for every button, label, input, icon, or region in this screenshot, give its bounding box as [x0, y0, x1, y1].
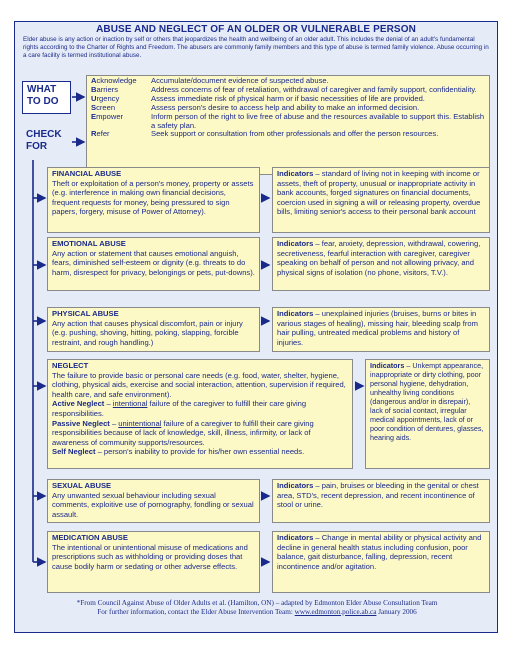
sexual-abuse-description: Any unwanted sexual behaviour including sexual comments, exploitive use of pornography, fondling or sexual assault. — [52, 490, 254, 519]
neglect-indicators-panel: Indicators – Unkempt appearance, inappropriate or dirty clothing, poor personal hygiene, dehydration, unhealthy living conditions (dangerous and/or in disrepair), lack of social contact, irregular medical appointments, lack of or poor condition of dentures, glasses, hearing aids. — [365, 359, 490, 469]
financial-abuse-title: FINANCIAL ABUSE — [52, 169, 122, 178]
financial-abuse-description: Theft or exploitation of a person's money, property or assets (e.g. interference in making own financial decisions, frequent requests for money, being pressured to sign papers, forgery, misuse of Power of Attorney). — [52, 178, 254, 217]
neglect-title: NEGLECT — [52, 361, 89, 370]
neglect-panel — [47, 359, 353, 469]
physical-indicators-text: – unexplained injuries (bruises, burns or bites in various stages of healing), missing hair, bleeding scalp from hair pulling, untreated medical problems and history of injuries. — [277, 309, 478, 347]
emotional-indicators-panel: Indicators – fear, anxiety, depression, withdrawal, cowering, secretiveness, fearful interaction with caregiver, caregiver speaking on behalf of person and not allowing privacy, and physical signs of isolation (no phone, visitors, T.V.). — [272, 237, 490, 291]
active-neglect: Active Neglect – intentional failure of the caregiver to fulfill their care giving responsibilities. — [52, 399, 307, 418]
medication-indicators-panel: Indicators – Change in mental ability or physical activity and decline in general health status including confusion, poor balance, gait disturbance, falling, depression, recent incontinence and/or agitation. — [272, 531, 490, 593]
physical-abuse-description: Any action that causes physical discomfort, pain or injury (e.g. pushing, shoving, hitting, poking, slapping, forcible restraint, and rough handling.) — [52, 318, 243, 347]
self-neglect: Self Neglect – person's inability to provide for his/her own essential needs. — [52, 447, 305, 457]
poster — [14, 21, 498, 633]
abc-urgency: Urgency Assess immediate risk of physical harm or if basic necessities of life are provided. — [91, 93, 425, 103]
emotional-abuse-description: Any action or statement that causes emotional anguish, fears, diminished self-esteem or dignity (e.g. threats to do harm, disrespect for privacy, belongings or pets, put-downs). — [52, 248, 255, 277]
medication-abuse-panel — [47, 531, 260, 593]
neglect-indicators-text: – Unkempt appearance, inappropriate or dirty clothing, poor personal hygiene, dehydration, unhealthy living conditions (dangerous and/or in disrepair), lack of social contact, irregular medical appointments, lack of or poor condition of dentures, glasses, hearing aids. — [370, 361, 484, 442]
emotional-abuse-title: EMOTIONAL ABUSE — [52, 239, 126, 248]
page-title: ABUSE AND NEGLECT OF AN OLDER OR VULNERABLE PERSON — [96, 24, 416, 35]
emotional-indicators-text: – fear, anxiety, depression, withdrawal, cowering, secretiveness, fearful interaction with caregiver, caregiver speaking on behalf of person and not allowing privacy, and physical signs of isolation (no phone, visitors, T.V.). — [277, 239, 481, 277]
sexual-abuse-panel — [47, 479, 260, 523]
medication-abuse-title: MEDICATION ABUSE — [52, 533, 128, 542]
sexual-indicators-text: – pain, bruises or bleeding in the genital or chest area, STD's, recent depression, and recent incontinence of stool or urine. — [277, 481, 479, 510]
website-link[interactable]: www.edmonton.police.ab.ca — [294, 608, 377, 616]
financial-indicators-panel: Indicators – standard of living not in keeping with income or assets, theft of property, unusual or inappropriate activity in bank accounts, forged signatures on financial documents, coercion used in signing a will or releasing property, overdue bills, limiting senior's access to their personal bank account — [272, 167, 490, 233]
financial-indicators-text: – standard of living not in keeping with income or assets, theft of property, unusual or inappropriate activity in bank accounts, forged signatures on financial documents, coercion used in signing a will or releasing property, overdue bills, limiting senior's access to their personal bank account — [277, 169, 481, 217]
medication-abuse-description: The intentional or unintentional misuse of medications and prescriptions such as withholding or providing doses that cause bodily harm or sedating or other adverse effects. — [52, 542, 248, 571]
abc-refer: Refer Seek support or consultation from other professionals and offer the person resources. — [91, 129, 439, 139]
abc-empower: Empower Inform person of the right to live free of abuse and the resources available to support this. Establish a safety plan. — [91, 111, 485, 130]
emotional-abuse-panel — [47, 237, 260, 291]
neglect-description: The failure to provide basic or personal care needs (e.g. food, water, shelter, hygiene, clothing, physical aids, exercise and social interaction, attention, supervision if required, health care, and safe environment). — [52, 370, 346, 399]
physical-abuse-panel — [47, 307, 260, 352]
credit-footer — [15, 599, 499, 617]
sexual-indicators-panel: Indicators – pain, bruises or bleeding in the genital or chest area, STD's, recent depression, and recent incontinence of stool or urine. — [272, 479, 490, 523]
intro-paragraph: Elder abuse is any action or inaction by self or others that jeopardizes the health and wellbeing of an older adult. This includes the denial of an adult's fundamental rights according to the Charter of Rights and Freedom. The abusers are commonly family members and this type of abuse is termed family violence. Abuse occurring in a care facility is termed institutional abuse. — [23, 36, 489, 60]
what-to-do-tag: WHAT TO DO — [22, 81, 71, 114]
financial-abuse-panel — [47, 167, 260, 233]
check-for-tag: CHECK FOR — [26, 129, 62, 152]
abc-barriers: Barriers Address concerns of fear of retaliation, withdrawal of caregiver and family support, confidentiality. — [91, 84, 477, 94]
medication-indicators-text: – Change in mental ability or physical activity and decline in general health status including confusion, poor balance, gait disturbance, falling, depression, recent incontinence and/or agitation. — [277, 533, 482, 571]
credit-line: *From Council Against Abuse of Older Adults et al. (Hamilton, ON) – adapted by Edmonton Elder Abuse Consultation Team — [76, 599, 438, 607]
physical-abuse-title: PHYSICAL ABUSE — [52, 309, 119, 318]
abc-screen: Screen Assess person's desire to access help and ability to make an informed decision. — [91, 102, 420, 112]
sexual-abuse-title: SEXUAL ABUSE — [52, 481, 112, 490]
abc-acknowledge: Acknowledge Accumulate/document evidence of suspected abuse. — [91, 76, 329, 85]
physical-indicators-panel: Indicators – unexplained injuries (bruises, burns or bites in various stages of healing), missing hair, bleeding scalp from hair pulling, untreated medical problems and history of injuries. — [272, 307, 490, 352]
contact-line: For further information, contact the Elder Abuse Intervention Team: www.edmonton.police.ab.ca January 2006 — [97, 608, 417, 616]
passive-neglect: Passive Neglect – unintentional failure of a caregiver to fulfill their care giving responsibilities because of lack of knowledge, skill, illness, infirmity, or lack of awareness of community supports/resources. — [52, 418, 314, 447]
